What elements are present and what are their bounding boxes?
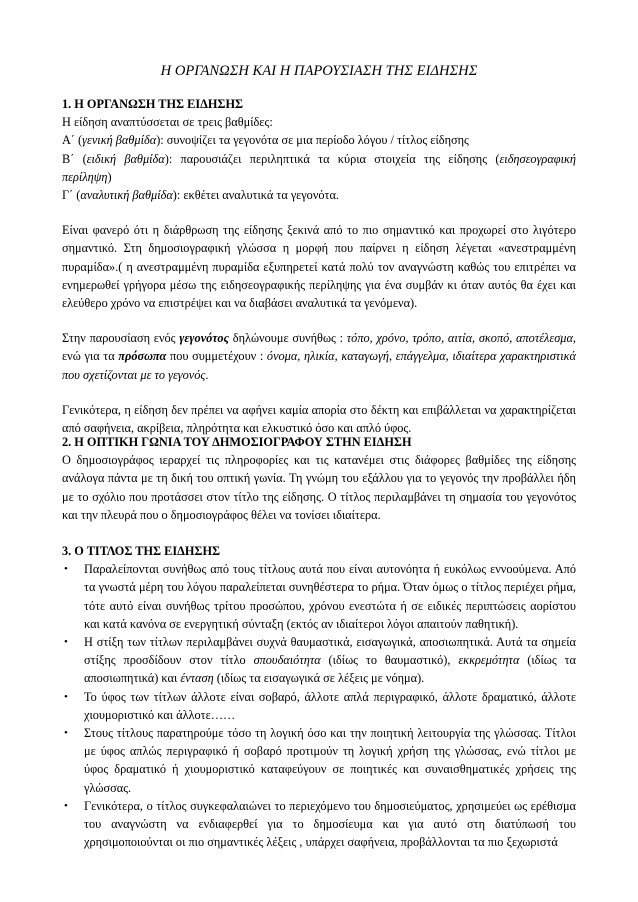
document-title: Η ΟΡΓΑΝΩΣΗ ΚΑΙ Η ΠΑΡΟΥΣΙΑΣΗ ΤΗΣ ΕΙΔΗΣΗΣ xyxy=(160,63,478,79)
term-suspense: εκκρεμότητα xyxy=(458,653,520,668)
list-item-text: (ιδίως το θαυμαστικό), xyxy=(320,653,459,668)
section-3-heading: 3. Ο ΤΙΤΛΟΣ ΤΗΣ ΕΙΔΗΣΗΣ xyxy=(62,544,221,558)
section-1-intro: Η είδηση αναπτύσσεται σε τρεις βαθμίδες: xyxy=(62,115,273,130)
list-item-text: (ιδίως τα αποσιωπητικά) και xyxy=(84,653,577,686)
p2-event-term: γεγονότος xyxy=(179,331,230,346)
list-item-text: Το ύφος των τίτλων άλλοτε είναι σοβαρό, άλλοτε απλά περιγραφικό, άλλοτε δραματικό, άλλοτε χιουμοριστικό και άλλοτε…… xyxy=(84,689,576,722)
list-item xyxy=(62,560,576,633)
level-a-text: ): συνοψίζει τα γεγονότα σε μια περίοδο λόγου / τίτλος είδησης xyxy=(156,133,469,148)
bullet-icon: • xyxy=(64,690,68,703)
section-1 xyxy=(62,95,576,437)
paragraph-general: Γενικότερα, η είδηση δεν πρέπει να αφήνει καμία απορία στο δέκτη και επιβάλλεται να χαρακτηρίζεται από σαφήνεια, ακρίβεια, πληρότητα και ελκυστικό όσο και απλό ύφος. xyxy=(62,402,576,436)
level-a-line xyxy=(62,131,576,149)
p2-person-elements: όνομα, ηλικία, καταγωγή, επάγγελμα, ιδιαίτερα χαρακτηριστικά που σχετίζονται με το γεγονός xyxy=(62,349,576,382)
section-3 xyxy=(62,542,576,851)
list-item-text: Παραλείπονται συνήθως από τους τίτλους αυτά που είναι αυτονόητα ή ευκόλως εννοούμενα. Από τα γνωστά μέρη του λόγου παραλείπεται συνηθέστερα το ρήμα. Όταν όμως ο τίτλος περιέχει ρήμα, τότε αυτό είναι συνήθως τρίτου προσώπου, χρόνου ενεστώτα ή σε ειδικές περιπτώσεις αορίστου και κατά κανόνα σε ενεργητική σύνταξη (εκτός αν ιδιαίτεροι λόγοι απαιτούν παθητική). xyxy=(84,562,576,631)
level-b-term: ειδησεογραφική περίληψη xyxy=(62,151,576,184)
term-intensity: ένταση xyxy=(180,671,214,686)
p2-text-c: δηλώνουμε συνήθως : xyxy=(229,331,347,346)
p2-persons-term: πρόσωπα xyxy=(118,349,167,364)
section-2 xyxy=(62,433,576,524)
list-item-text: Γενικότερα, ο τίτλος συγκεφαλαιώνει το περιεχόμενο του δημοσιεύματος, χρησιμεύει ως ερέθισμα του αναγνώστη να ενδιαφερθεί για το δημοσίευμα και για αυτό στη διατύπωσή του χρησιμοποιούνται οι πιο σημαντικές λέξεις , υπάρχει σαφήνεια, προβάλλονται τα πιο ξεχωριστά xyxy=(84,798,576,850)
p2-text-e: ενώ για τα xyxy=(62,349,119,364)
bullet-icon: • xyxy=(64,636,68,649)
paragraph-presentation xyxy=(62,329,576,384)
level-c-name: αναλυτική βαθμίδα xyxy=(80,188,173,203)
list-item-text: Η στίξη των τίτλων περιλαμβάνει συχνά θαυμαστικά, εισαγωγικά, αποσιωπητικά. Αυτά τα σημεία στίξης προσδίδουν στον τίτλο xyxy=(84,635,576,668)
level-c-line xyxy=(62,186,576,204)
bullet-icon: • xyxy=(64,563,68,576)
level-b-name: ειδική βαθμίδα xyxy=(86,151,165,166)
list-item xyxy=(62,688,576,724)
section-2-paragraph: Ο δημοσιογράφος ιεραρχεί τις πληροφορίες και τις κατανέμει στις διάφορες βαθμίδες της είδησης ανάλογα πάντα με τη δική του οπτική γωνία. Τη γνώμη του εξάλλου για το γεγονός την προβάλλει ήδη με το σχόλιο που προτάσσει στον τίτλο της είδησης. Ο τίτλος περιλαμβάνει τη σημασία του γεγονότος και την πλευρά που ο δημοσιογράφος θέλει να τονίσει ιδιαίτερα. xyxy=(62,453,576,522)
p2-text-g: που συμμετέχουν : xyxy=(166,349,267,364)
list-item xyxy=(62,724,576,797)
paragraph-pyramid: Είναι φανερό ότι η διάρθρωση της είδησης ξεκινά από το πιο σημαντικό και προχωρεί στο λιγότερο σημαντικό. Στη δημοσιογραφική γλώσσα η μορφή που παίρνει η είδηση λέγεται «ανεστραμμένη πυραμίδα».( η ανεστραμμένη πυραμίδα εξυπηρετεί κατά πολύ τον αναγνώστη καθώς του επιτρέπει να ενημερωθεί γρήγορα μέσω της ειδησεογραφικής περίληψης για ένα συμβάν κι όταν αυτός θα έχει και ελεύθερο χρόνο να επιστρέψει και να διαβάσει αναλυτικά τα γενόμενα). xyxy=(62,223,576,311)
p2-event-elements: τόπο, χρόνο, τρόπο, αιτία, σκοπό, αποτέλεσμα, xyxy=(346,331,576,346)
level-a-prefix: Α΄ ( xyxy=(62,133,83,148)
level-b-prefix: Β΄ ( xyxy=(62,151,87,166)
list-item xyxy=(62,633,576,688)
level-c-text: ): εκθέτει αναλυτικά τα γεγονότα. xyxy=(172,188,339,203)
section-2-heading: 2. Η ΟΠΤΙΚΗ ΓΩΝΙΑ ΤΟΥ ΔΗΜΟΣΙΟΓΡΑΦΟΥ ΣΤΗΝ ΕΙΔΗΣΗ xyxy=(62,435,412,449)
p2-text-a: Στην παρουσίαση ενός xyxy=(62,331,180,346)
bullet-icon: • xyxy=(64,727,68,740)
level-b-end: ) xyxy=(107,169,112,184)
title-rules-list xyxy=(62,560,576,851)
term-importance: σπουδαιότητα xyxy=(253,653,321,668)
list-item-text: Στους τίτλους παρατηρούμε τόσο τη λογική όσο και την ποιητική λειτουργία της γλώσσας. Τίτλοι με ύφος απλώς περιγραφικό ή σοβαρό προτιμούν τη λογική χρήση της γλώσσας, ενώ τίτλοι με ύφος δραματικό ή χιουμοριστικό καταφεύγουν σε ποιητικές και συναισθηματικές χρήσεις της γλώσσας. xyxy=(84,726,576,795)
bullet-icon: • xyxy=(64,799,68,812)
list-item-text: (ιδίως τα εισαγωγικά σε λέξεις με νόημα). xyxy=(213,671,425,686)
level-b-line xyxy=(62,150,576,186)
level-b-text: ): παρουσιάζει περιληπτικά τα κύρια στοιχεία της είδησης ( xyxy=(164,151,500,166)
list-item xyxy=(62,797,576,852)
level-c-prefix: Γ΄ ( xyxy=(62,188,81,203)
level-a-name: γενική βαθμίδα xyxy=(82,133,157,148)
section-1-heading: 1. Η ΟΡΓΑΝΩΣΗ ΤΗΣ ΕΙΔΗΣΗΣ xyxy=(62,97,244,111)
p2-text-end: . xyxy=(205,367,209,382)
